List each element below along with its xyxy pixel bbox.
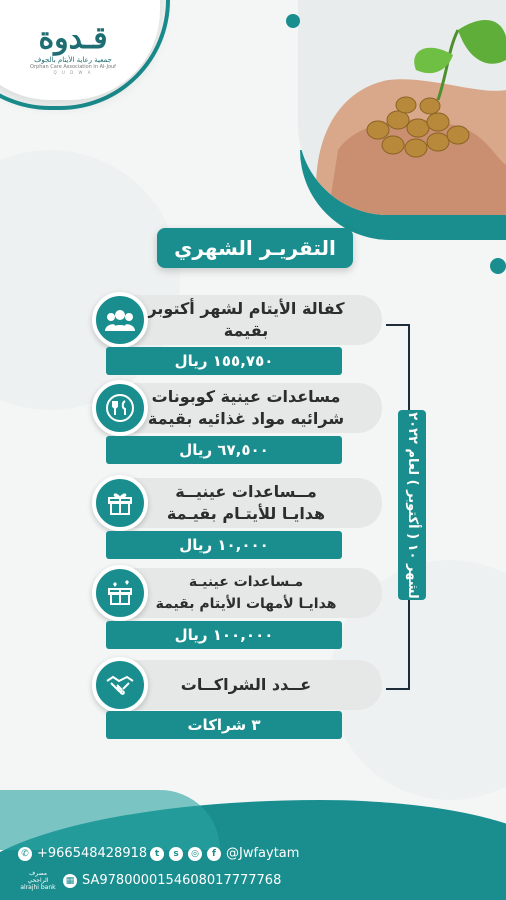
group-icon: [92, 292, 148, 348]
item-line2: بقيمة: [223, 321, 269, 340]
whatsapp-icon: ✆: [18, 847, 32, 861]
bank-logo: [18, 870, 58, 891]
item-value: ٦٧,٥٠٠ ريال: [106, 436, 342, 464]
bank-account: [18, 870, 281, 891]
logo-tagline: Q U D W A: [53, 70, 93, 75]
hero-image: [298, 0, 506, 215]
handshake-icon: [92, 657, 148, 713]
logo-arabic-name: جمعية رعاية الأيتام بالجوف: [34, 56, 112, 64]
decorative-dot: [490, 258, 506, 274]
logo-mark: قـدوة: [38, 21, 108, 56]
item-value: ١٠,٠٠٠ ريال: [106, 531, 342, 559]
item-pill: [110, 478, 382, 528]
item-value: ١٠٠,٠٠٠ ريال: [106, 621, 342, 649]
item-line1: مساعدات عينية كوبونات: [151, 387, 341, 406]
food-icon: [92, 380, 148, 436]
item-line1: مـساعدات عينيـة: [188, 574, 304, 590]
decorative-dot: [286, 14, 300, 28]
item-value: ٣ شراكات: [106, 711, 342, 739]
item-line2: هدايـا لأمهات الأيتام بقيمة: [155, 596, 337, 612]
snapchat-icon: s: [169, 847, 183, 861]
item-pill: [110, 660, 382, 710]
social-handles[interactable]: [150, 846, 299, 861]
item-pill: [110, 568, 382, 618]
item-line2: هدايـا للأيتـام بقيـمة: [166, 504, 326, 523]
item-line2: شرائيه مواد غذائيه بقيمة: [147, 409, 345, 428]
instagram-icon: ◎: [188, 847, 202, 861]
logo-english-name: Orphan Care Association in Al-Jouf: [30, 64, 116, 70]
period-label-text: لشهر ١٠ ( أكتوبر ) لعام ٢٠٢٢: [404, 411, 420, 599]
period-label: [398, 410, 426, 600]
bank-name: مصرف الراجحي: [27, 870, 49, 884]
item-value: ١٥٥,٧٥٠ ريال: [106, 347, 342, 375]
gift-icon: [92, 475, 148, 531]
item-line1: مــساعدات عينيــة: [175, 482, 317, 501]
item-line1: عــدد الشراكــات: [180, 675, 312, 694]
contact-phone[interactable]: [18, 846, 147, 861]
item-line1: كفالة الأيتام لشهر أكتوبر: [147, 299, 345, 318]
report-title: التقريـر الشهري: [157, 228, 353, 268]
footer: [0, 836, 506, 900]
gift-hearts-icon: [92, 565, 148, 621]
logo: [18, 22, 128, 75]
social-handle: @Jwfaytam: [226, 846, 300, 861]
facebook-icon: f: [207, 847, 221, 861]
iban: SA9780000154608017777768: [82, 873, 282, 888]
item-pill: [110, 295, 382, 345]
bank-icon: ▦: [63, 874, 77, 888]
item-pill: [110, 383, 382, 433]
bank-name-en: alrajhi bank: [20, 884, 56, 891]
phone-number: +966548428918: [37, 846, 148, 861]
twitter-icon: t: [150, 847, 164, 861]
